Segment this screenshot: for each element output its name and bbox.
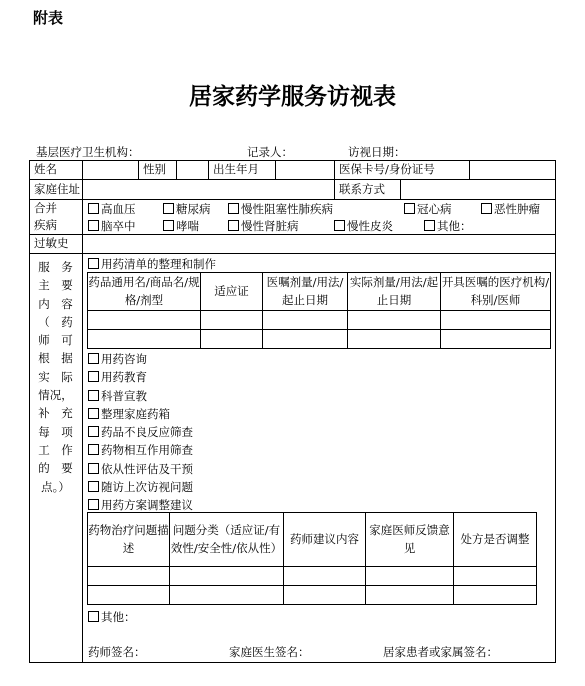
service-note: 服 务 主 要 内 容 （ 药 师 可 根 据 实 际 情况， 补 充 每 项 工 作 的 要 点。） — [38, 260, 73, 494]
adjust-header: 家庭医师反馈意见 — [366, 513, 454, 567]
checkbox[interactable] — [334, 220, 345, 231]
checkbox[interactable] — [88, 258, 99, 269]
name-label: 姓名 — [34, 162, 57, 176]
med-list-item[interactable]: 用药清单的整理和制作 — [88, 258, 216, 271]
adjust-header: 处方是否调整 — [454, 513, 537, 567]
checkbox[interactable] — [228, 203, 239, 214]
service-item[interactable]: 药物相互作用筛查 — [88, 441, 193, 459]
checkbox[interactable] — [88, 611, 99, 622]
pharmacist-signature-label: 药师签名： — [88, 645, 146, 659]
disease-item[interactable]: 慢性阻塞性肺疾病 — [228, 203, 333, 216]
contact-label: 联系方式 — [339, 182, 385, 196]
institution-label: 基层医疗卫生机构： — [36, 145, 140, 159]
checkbox[interactable] — [88, 353, 99, 364]
visit-date-label: 访视日期： — [348, 145, 406, 159]
adjust-header: 药师建议内容 — [284, 513, 366, 567]
service-item[interactable]: 药品不良反应筛查 — [88, 423, 193, 441]
checkbox[interactable] — [88, 426, 99, 437]
disease-item[interactable]: 冠心病 — [404, 203, 452, 216]
med-list-table — [87, 272, 551, 349]
checkbox[interactable] — [88, 408, 99, 419]
checkbox[interactable] — [88, 220, 99, 231]
page-title: 居家药学服务访视表 — [189, 83, 396, 110]
doctor-signature-label: 家庭医生签名： — [229, 645, 310, 659]
birth-label: 出生年月 — [213, 162, 259, 176]
checkbox[interactable] — [88, 371, 99, 382]
allergy-label: 过敏史 — [34, 236, 69, 250]
checkbox[interactable] — [424, 220, 435, 231]
checkbox[interactable] — [88, 444, 99, 455]
disease-item[interactable]: 慢性皮炎 — [334, 220, 393, 233]
med-list-header: 实际剂量/用法/起止日期 — [348, 273, 441, 311]
frame-top — [29, 160, 556, 161]
disease-item[interactable]: 脑卒中 — [88, 220, 136, 233]
insurance-label: 医保卡号/身份证号 — [339, 162, 435, 176]
checkbox[interactable] — [163, 203, 174, 214]
address-label: 家庭住址 — [34, 182, 80, 196]
checkbox[interactable] — [163, 220, 174, 231]
checkbox[interactable] — [88, 463, 99, 474]
service-item[interactable]: 用药教育 — [88, 368, 193, 386]
adjust-header: 问题分类（适应证/有效性/安全性/依从性） — [170, 513, 284, 567]
frame-right — [555, 160, 556, 663]
adjust-table — [87, 512, 537, 605]
frame-bottom — [29, 662, 556, 663]
gender-label: 性别 — [143, 162, 166, 176]
service-list — [88, 350, 193, 515]
patient-signature-label: 居家患者或家属签名： — [383, 645, 498, 659]
service-item[interactable]: 用药方案调整建议 — [88, 496, 193, 514]
service-item[interactable]: 整理家庭药箱 — [88, 405, 193, 423]
adjust-header: 药物治疗问题描述 — [88, 513, 170, 567]
disease-item[interactable]: 恶性肿瘤 — [481, 203, 540, 216]
checkbox[interactable] — [88, 203, 99, 214]
checkbox[interactable] — [481, 203, 492, 214]
med-list-header: 开具医嘱的医疗机构/科别/医师 — [441, 273, 551, 311]
recorder-label: 记录人： — [247, 145, 293, 159]
checkbox[interactable] — [88, 499, 99, 510]
service-item[interactable]: 科普宣教 — [88, 387, 193, 405]
disease-label-a: 合并 — [34, 201, 57, 215]
service-item[interactable]: 随访上次访视问题 — [88, 478, 193, 496]
med-list-header: 药品通用名/商品名/规格/剂型 — [88, 273, 201, 311]
disease-item[interactable]: 哮喘 — [163, 220, 199, 233]
checkbox[interactable] — [88, 481, 99, 492]
disease-item[interactable]: 高血压 — [88, 203, 136, 216]
other-item[interactable]: 其他： — [88, 611, 136, 624]
med-list-header: 医嘱剂量/用法/起止日期 — [263, 273, 348, 311]
disease-item[interactable]: 糖尿病 — [163, 203, 211, 216]
checkbox[interactable] — [228, 220, 239, 231]
service-item[interactable]: 依从性评估及干预 — [88, 460, 193, 478]
appendix-label: 附表 — [33, 9, 64, 27]
checkbox[interactable] — [404, 203, 415, 214]
service-item[interactable]: 用药咨询 — [88, 350, 193, 368]
checkbox[interactable] — [88, 390, 99, 401]
frame-left — [29, 160, 30, 663]
med-list-header: 适应证 — [201, 273, 263, 311]
disease-item[interactable]: 慢性肾脏病 — [228, 220, 299, 233]
disease-item[interactable]: 其他： — [424, 220, 472, 233]
disease-label-b: 疾病 — [34, 218, 57, 232]
